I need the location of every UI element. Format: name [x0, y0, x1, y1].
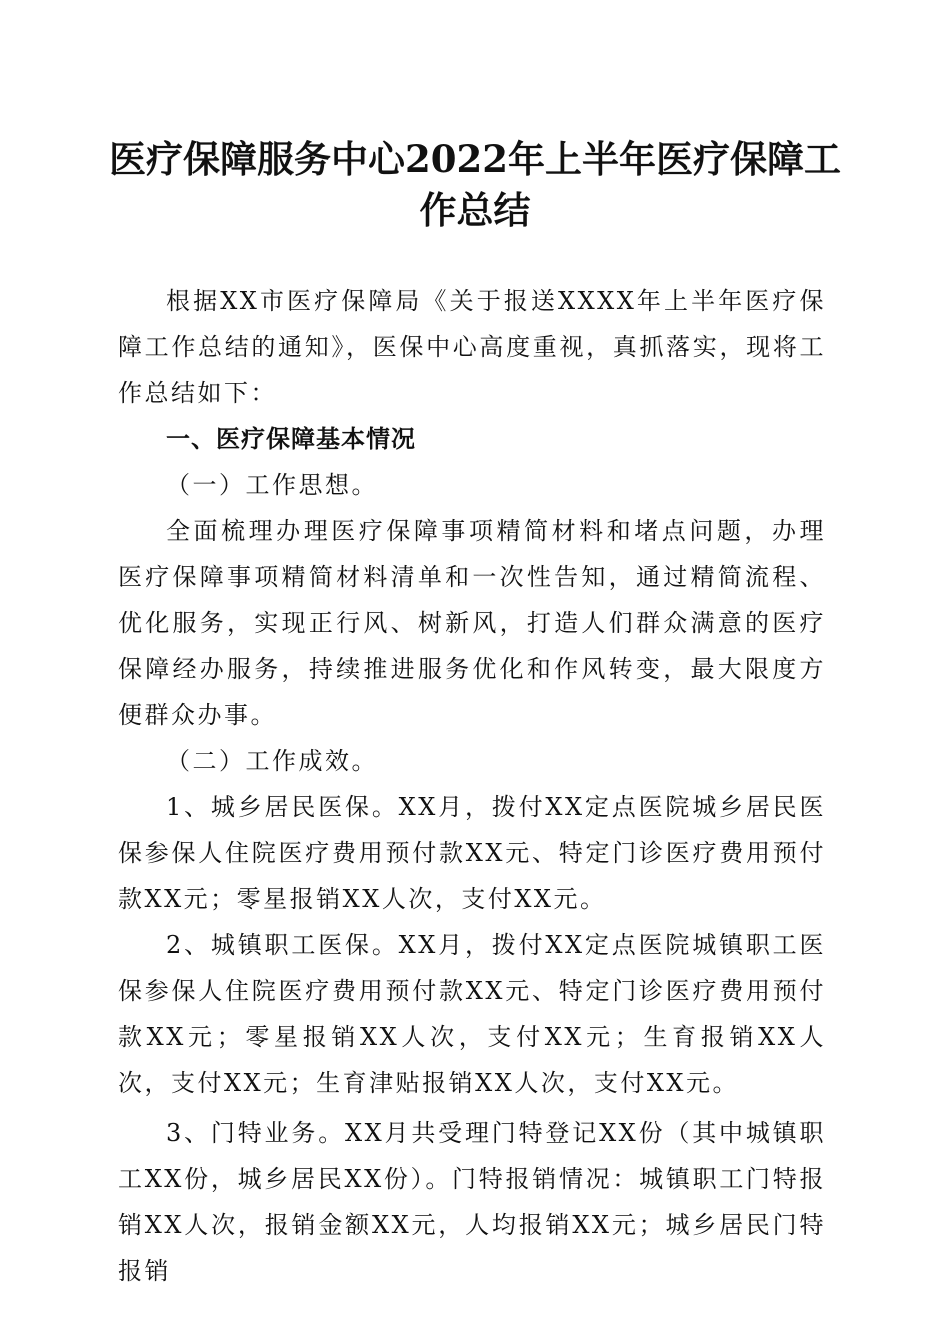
intro-paragraph: 根据XX市医疗保障局《关于报送XXXX年上半年医疗保障工作总结的通知》，医保中心高度重视，真抓落实，现将工作总结如下：: [118, 287, 826, 407]
item-urban-rural-insurance: 1、城乡居民医保。XX月，拨付XX定点医院城乡居民医保参保人住院医疗费用预付款XX元、特定门诊医疗费用预付款XX元；零星报销XX人次，支付XX元。: [118, 793, 826, 913]
section-heading-basic-situation: 一、医疗保障基本情况: [166, 425, 416, 453]
title-line-1: 医疗保障服务中心2022年上半年医疗保障工: [109, 137, 841, 181]
title-line-2: 作总结: [419, 188, 531, 232]
subsection-heading-work-thought: （一）工作思想。: [166, 471, 378, 499]
subsection-heading-work-results: （二）工作成效。: [166, 747, 378, 775]
item-outpatient-special: 3、门特业务。XX月共受理门特登记XX份（其中城镇职工XX份，城乡居民XX份）。门特报销情况：城镇职工门特报销XX人次，报销金额XX元，人均报销XX元；城乡居民门特报销: [118, 1119, 826, 1285]
document-title: [100, 134, 850, 236]
item-urban-employee-insurance: 2、城镇职工医保。XX月，拨付XX定点医院城镇职工医保参保人住院医疗费用预付款XX元、特定门诊医疗费用预付款XX元；零星报销XX人次，支付XX元；生育报销XX人次，支付XX元；生育津贴报销XX人次，支付XX元。: [118, 931, 826, 1097]
work-thought-paragraph: 全面梳理办理医疗保障事项精简材料和堵点问题，办理医疗保障事项精简材料清单和一次性告知，通过精简流程、优化服务，实现正行风、树新风，打造人们群众满意的医疗保障经办服务，持续推进服务优化和作风转变，最大限度方便群众办事。: [118, 517, 826, 729]
document-body: [118, 278, 826, 1294]
